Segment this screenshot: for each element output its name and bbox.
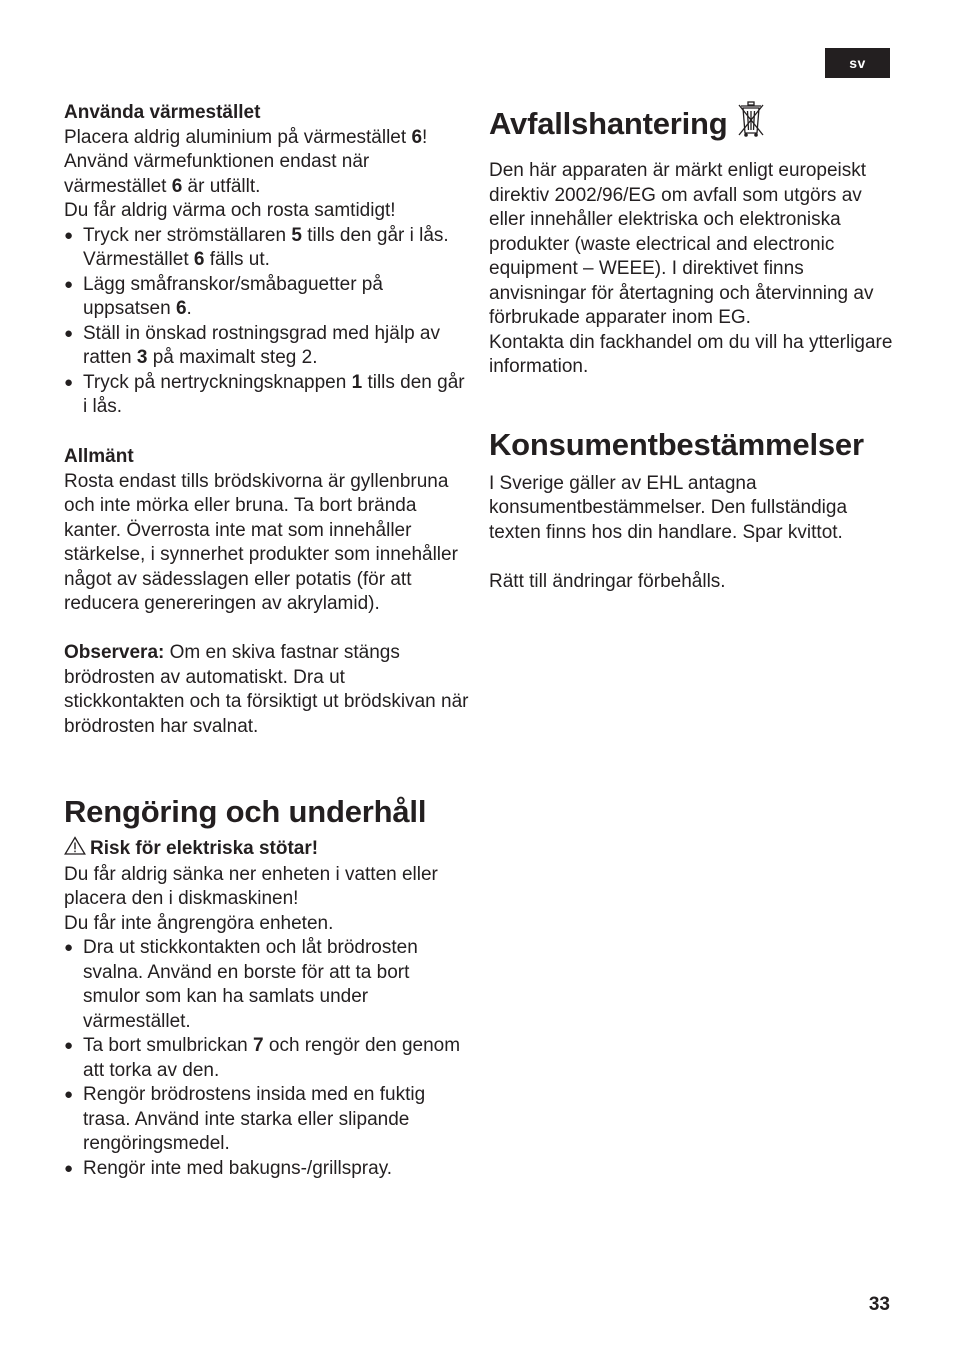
general-subtitle: Allmänt bbox=[64, 446, 134, 467]
list-item: ● Tryck ner strömställaren 5 tills den går i lås. Värmestället 6 fälls ut. bbox=[64, 224, 469, 273]
warming-paragraph-3: Du får aldrig värma och rosta samtidigt! bbox=[64, 200, 396, 221]
language-badge: sv bbox=[825, 48, 890, 78]
general-paragraph: Rosta endast tills brödskivorna är gyllenbruna och inte mörka eller bruna. Ta bort brända kanter. Överrosta inte mat som innehåller stärkelse, i synnerhet produkter som innehåller något av sädesslagen eller potatis (för att reducera genereringen av akrylamid). bbox=[64, 470, 458, 614]
electric-shock-warning: Risk för elektriska stötar! bbox=[64, 836, 469, 863]
note-label: Observera: bbox=[64, 642, 165, 663]
list-item: ● Ställ in önskad rostningsgrad med hjälp av ratten 3 på maximalt steg 2. bbox=[64, 322, 469, 371]
warning-triangle-icon bbox=[64, 836, 90, 863]
warming-steps-list bbox=[64, 224, 469, 420]
spacer bbox=[64, 420, 469, 445]
list-item: ● Dra ut stickkontakten och låt brödrosten svalna. Använd en borste för att ta bort smulor som kan ha samlats under värmestället. bbox=[64, 936, 469, 1034]
list-item: ● Lägg småfranskor/småbaguetter på uppsatsen 6. bbox=[64, 273, 469, 322]
disposal-section bbox=[489, 100, 894, 380]
note-paragraph: Observera: Om en skiva fastnar stängs brödrosten av automatiskt. Dra ut stickkontakten och ta försiktigt ut brödskivan när brödrosten har svalnat. bbox=[64, 642, 469, 737]
disposal-paragraph-1: Den här apparaten är märkt enligt europeiskt direktiv 2002/96/EG om avfall som utgörs av eller innehåller elektriska och elektroniska produkter (waste electrical and electronic equipment – WEEE). I direktivet finns anvisningar för återtagning och återvinning av förbrukade apparater inom EG. bbox=[489, 160, 874, 328]
cleaning-paragraph-2: Du får inte ångrengöra enheten. bbox=[64, 912, 334, 934]
consumer-section bbox=[489, 427, 894, 595]
general-section bbox=[64, 445, 469, 739]
consumer-paragraph-1: I Sverige gäller av EHL antagna konsumentbestämmelser. Den fullständiga texten finns hos din handlare. Spar kvittot. bbox=[489, 472, 848, 543]
cleaning-steps-list bbox=[64, 936, 469, 1181]
warming-subtitle: Använda värmestället bbox=[64, 102, 261, 123]
cleaning-paragraph-1: Du får aldrig sänka ner enheten i vatten eller placera den i diskmaskinen! bbox=[64, 863, 438, 909]
list-item: ● Ta bort smulbrickan 7 och rengör den genom att torka av den. bbox=[64, 1034, 469, 1083]
list-item: ● Rengör inte med bakugns-/grillspray. bbox=[64, 1157, 469, 1182]
list-item: ● Rengör brödrostens insida med en fuktig trasa. Använd inte starka eller slipande rengöringsmedel. bbox=[64, 1083, 469, 1157]
list-item: ● Tryck på nertryckningsknappen 1 tills den går i lås. bbox=[64, 371, 469, 420]
consumer-paragraph-2: Rätt till ändringar förbehålls. bbox=[489, 570, 726, 592]
left-column bbox=[64, 101, 469, 1181]
cleaning-section bbox=[64, 794, 469, 1181]
disposal-heading: Avfallshantering bbox=[489, 100, 894, 146]
warming-paragraph-1: Placera aldrig aluminium på värmestället 6! bbox=[64, 126, 428, 148]
cleaning-heading: Rengöring och underhåll bbox=[64, 794, 427, 829]
warming-paragraph-2: Använd värmefunktionen endast när värmestället 6 är utfällt. bbox=[64, 151, 370, 197]
consumer-heading: Konsumentbestämmelser bbox=[489, 426, 864, 462]
page-number: 33 bbox=[868, 1294, 890, 1315]
disposal-paragraph-2: Kontakta din fackhandel om du vill ha ytterligare information. bbox=[489, 331, 893, 377]
warming-rack-section bbox=[64, 101, 469, 420]
crossed-out-bin-icon bbox=[736, 100, 766, 146]
right-column bbox=[489, 100, 894, 594]
